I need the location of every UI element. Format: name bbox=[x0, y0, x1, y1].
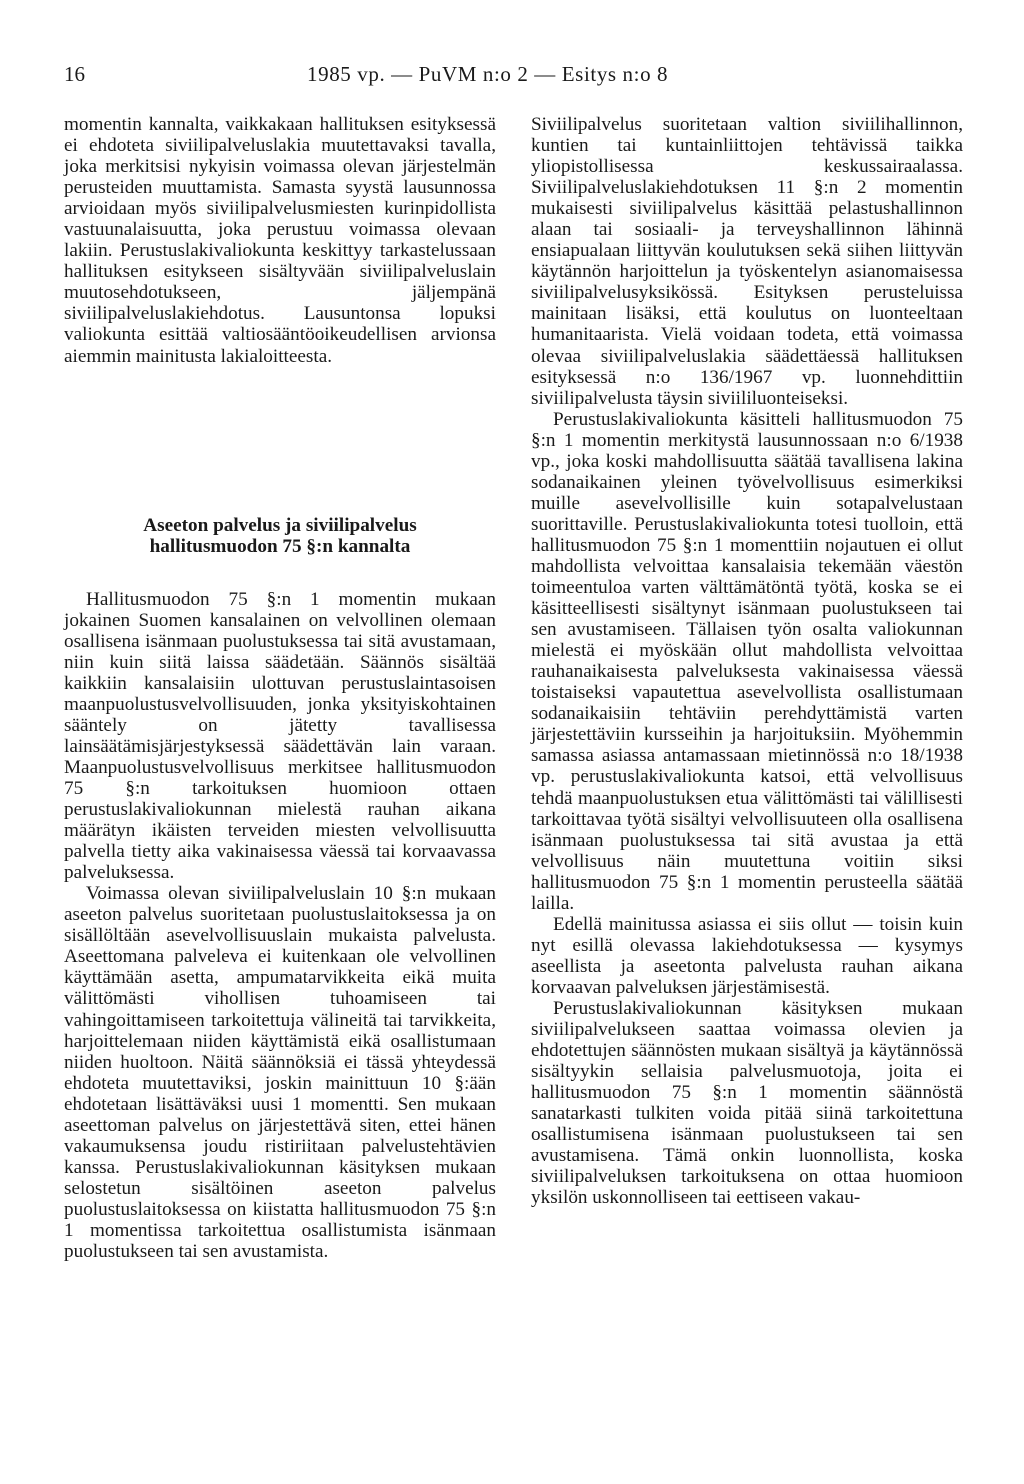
left-paragraph-2: Hallitusmuodon 75 §:n 1 momentin mukaan jokainen Suomen kansalainen on velvollinen olemaan osallisena isänmaan puolustuksessa tai sitä avustamaan, niin kuin siitä laissa säädetään. Säännös sisältää kaikkiin kansalaisiin ulottuvan perustuslaintasoisen maanpuolustusvelvollisuuden, jonka yksityiskohtainen sääntely on jätetty tavallisessa lainsäätämisjärjestyksessä säädettävän lain varaan. Maanpuolustusvelvollisuus merkitsee hallitusmuodon 75 §:n tarkoituksen huomioon ottaen perustuslakivaliokunnan mielestä rauhan aikana määrätyn ikäisten terveiden miesten velvollisuutta palvella tietty aika vakinaisessa väessä tai korvaavassa palveluksessa. bbox=[64, 588, 496, 884]
right-paragraph-3: Edellä mainitussa asiassa ei siis ollut — toisin kuin nyt esillä olevassa lakiehdotuksessa — kysymys aseellista ja aseetonta palvelusta rauhan aikana korvaavan palveluksen järjestämisestä. bbox=[531, 913, 963, 998]
right-column bbox=[531, 114, 963, 1208]
section-heading-line-1: Aseeton palvelus ja siviilipalvelus bbox=[143, 514, 417, 536]
left-paragraph-3: Voimassa olevan siviilipalveluslain 10 §:n mukaan aseeton palvelus suoritetaan puolustuslaitoksessa ja on sisällöltään asevelvollisuuslain mukaista palvelusta. Aseettomana palveleva ei kuitenkaan ole velvollinen käyttämään asetta, ampumatarvikkeita eikä muita välittömästi vihollisen tuhoamiseen tai vahingoittamiseen tarkoitettuja välineitä tai tarvikkeita, harjoittelemaan niiden käyttämistä eikä osallistumaan niiden huoltoon. Näitä säännöksiä ei tässä yhteydessä ehdoteta muutettaviksi, joskin mainittuun 10 §:ään ehdotetaan lisättäväksi uusi 1 momentti. Sen mukaan aseettoman palvelus on järjestettävä siten, ettei hänen vakaumuksensa joudu ristiriitaan palvelustehtävien kanssa. Perustuslakivaliokunnan käsityksen mukaan selostetun sisältöinen aseeton palvelus puolustuslaitoksessa on kiistatta hallitusmuodon 75 §:n 1 momentissa tarkoitettua osallistumista isänmaan puolustukseen tai sen avustamista. bbox=[64, 883, 496, 1263]
spacer bbox=[64, 558, 496, 589]
right-paragraph-4: Perustuslakivaliokunnan käsityksen mukaan siviilipalvelukseen saattaa voimassa olevien ja ehdotettujen säännösten mukaan sisältyä ja käytännössä sisältyykin sellaisia palvelusmuotoja, joita ei hallitusmuodon 75 §:n 1 momentin säännöstä sanatarkasti tulkiten voida pitää siinä tarkoitettuna osallistumisena isänmaan puolustukseen tai sen avustamisena. Tämä onkin luonnollista, koska siviilipalveluksen tarkoituksena on ottaa huomioon yksilön uskonnolliseen tai eettiseen vakau- bbox=[531, 997, 963, 1209]
spacer bbox=[64, 367, 496, 515]
page-header bbox=[64, 62, 968, 88]
right-paragraph-2: Perustuslakivaliokunta käsitteli hallitusmuodon 75 §:n 1 momentin merkitystä lausunnossaan n:o 6/1938 vp., joka koski mahdollisuutta säätää tavallisena lakina sodanaikainen yleinen työvelvollisuus esimerkiksi muille asevelvollisille kuin sotapalvelustaan suorittaville. Perustuslakivaliokunta totesi tuolloin, että hallitusmuodon 75 §:n 1 momenttiin nojautuen ei ollut mahdollista velvoittaa kansalaisia tekemään väestön toimeentuloa varten välttämätöntä työtä, koska se ei käsitteellisesti sisältynyt isänmaan puolustukseen tai sen avustamiseen. Tällaisen työn osalta valiokunnan mielestä ei myöskään ollut mahdollista velvoittaa rauhanaikaisesta palveluksesta vakinaisessa väessä toistaiseksi vapautettua asevelvollista osallistumaan sodanaikaisiin tehtäviin perehdyttämistä varten järjestettäviin kursseihin ja harjoituksiin. Myöhemmin samassa asiassa antamassaan mietinnössä n:o 18/1938 vp. perustuslakivaliokunta katsoi, että velvollisuus tehdä maanpuolustuksen etua välittömästi tai välillisesti tarkoittavaa työtä sisältyi velvollisuuteen olla osallisena isänmaan puolustuksessa tai sitä avustaa ja että velvollisuus näin muutettuna voitiin siksi hallitusmuodon 75 §:n 1 momentin perusteella säätää lailla. bbox=[531, 408, 963, 914]
left-column bbox=[64, 114, 496, 1262]
page-number: 16 bbox=[64, 62, 85, 86]
section-heading-line-2: hallitusmuodon 75 §:n kannalta bbox=[149, 536, 411, 558]
left-paragraph-1: momentin kannalta, vaikkakaan hallituksen esityksessä ei ehdoteta siviilipalveluslakia muutettavaksi tavalla, joka merkitsisi nykyisin voimassa olevan järjestelmän perusteiden muuttamista. Samasta syystä lausunnossa arvioidaan myös siviilipalvelusmiesten kurinpidollista vastuunalaisuutta, joka perustuu voimassa olevaan lakiin. Perustuslakivaliokunta keskittyy tarkastelussaan hallituksen esitykseen sisältyvään siviilipalveluslain muutosehdotukseen, jäljempänä siviilipalveluslakiehdotus. Lausuntonsa lopuksi valiokunta esittää valtiosääntöoikeudellisen arvionsa aiemmin mainitusta lakialoitteesta. bbox=[64, 114, 496, 367]
running-head: 1985 vp. — PuVM n:o 2 — Esitys n:o 8 bbox=[307, 62, 669, 86]
right-paragraph-1: Siviilipalvelus suoritetaan valtion siviilihallinnon, kuntien tai kuntainliittojen tehtävissä taikka yliopistollisessa keskussairaalassa. Siviilipalveluslakiehdotuksen 11 §:n 2 momentin mukaisesti siviilipalvelus käsittää pelastushallinnon alaan tai sosiaali- ja terveyshallinnon lähinnä ensiapualaan liittyvän koulutuksen sekä siihen liittyvän käytännön harjoittelun ja työskentelyn asianomaisessa siviilipalvelusyksikössä. Esityksen perusteluissa mainitaan lisäksi, että koulutus on luonteeltaan humanitaarista. Vielä voidaan todeta, että voimassa olevaa siviilipalveluslakia säädettäessä hallituksen esityksessä n:o 136/1967 vp. luonnehdittiin siviilipalvelusta täysin siviililuonteiseksi. bbox=[531, 114, 963, 409]
